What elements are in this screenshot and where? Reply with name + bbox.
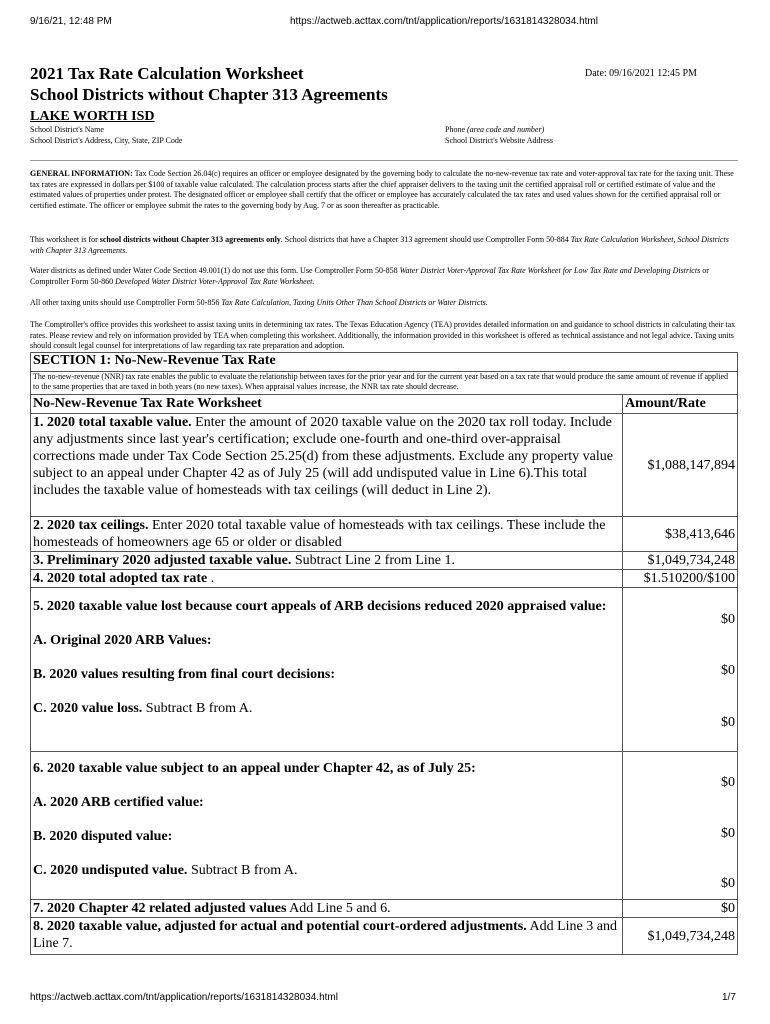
column-header-row (31, 395, 738, 414)
section-description: The no-new-revenue (NNR) tax rate enables the public to evaluate the relationship between taxes for the prior year and for the current year based on a tax rate that would produce the same amount of revenue if applied to the same properties that are taxed in both years (no new taxes). When appraisal values increase, the NNR tax rate should decrease. (33, 372, 729, 391)
table-row (31, 900, 738, 918)
general-information: GENERAL INFORMATION: Tax Code Section 26.04(c) requires an officer or employee designated by the governing body to calculate the no-new-revenue tax rate and voter-approval tax rate for the taxing unit. These tax rates are expressed in dollars per $100 of taxable value calculated. The calculation process starts after the chief appraiser delivers to the taxing unit the certified appraisal roll or certified estimate of value and the estimated values of properties under protest. The designated officer or employee shall certify that the officer or employee has accurately calculated the tax rates and used values shown for the certified appraisal roll or certified estimate. The officer or employee submit the rates to the governing body by Aug. 7 or as soon thereafter as practicable. (30, 169, 734, 210)
line-3-amount: $1,049,734,248 (623, 552, 738, 570)
line-6b-amount: $0 (721, 826, 735, 841)
table-row (31, 752, 738, 900)
line-3-text: 3. Preliminary 2020 adjusted taxable value. Subtract Line 2 from Line 1. (33, 553, 456, 568)
print-timestamp: 9/16/21, 12:48 PM (30, 16, 112, 27)
page-subtitle: School Districts without Chapter 313 Agreements (30, 85, 388, 104)
page-title: 2021 Tax Rate Calculation Worksheet (30, 64, 304, 83)
comptroller-note: The Comptroller's office provides this worksheet to assist taxing units in determining tax rates. The Texas Education Agency (TEA) provides detailed information on and guidance to school districts in calculating their tax rates. Please review and rely on information provided by TEA when completing this worksheet. Additionally, the information provided in this worksheet is offered as technical assistance and not legal advice. Taxing units should consult legal counsel for interpretations of law regarding tax rate preparation and adoption. (30, 320, 736, 350)
page-number: 1/7 (722, 992, 736, 1003)
line-5c-text: C. 2020 value loss. Subtract B from A. (33, 701, 253, 716)
district-name-label: School District's Name (30, 125, 104, 134)
table-row (31, 552, 738, 570)
line-7-text: 7. 2020 Chapter 42 related adjusted values Add Line 5 and 6. (33, 901, 391, 916)
nnr-worksheet-table (30, 352, 738, 955)
line-6c-amount: $0 (721, 876, 735, 891)
column-header-amount: Amount/Rate (625, 396, 706, 411)
water-district-note: Water districts as defined under Water Code Section 49.001(1) do not use this form. Use Comptroller Form 50-858 Water District Voter-Approval Tax Rate Worksheet for Low Tax Rate and Developing Districts or Comptroller Form 50-860 Developed Water District Voter-Approval Tax Rate Worksheet. (30, 266, 709, 286)
table-row (31, 414, 738, 517)
print-url-header: https://actweb.acttax.com/tnt/application/reports/1631814328034.html (290, 16, 598, 27)
column-header-worksheet: No-New-Revenue Tax Rate Worksheet (33, 396, 262, 411)
line-2-amount: $38,413,646 (623, 517, 738, 552)
table-row (31, 570, 738, 588)
website-label: School District's Website Address (445, 136, 553, 145)
line-8-amount: $1,049,734,248 (623, 918, 738, 955)
line-6b-text: B. 2020 disputed value: (33, 829, 173, 844)
line-4-text: 4. 2020 total adopted tax rate . (33, 571, 215, 586)
line-5-text: 5. 2020 taxable value lost because court appeals of ARB decisions reduced 2020 appraised value: (33, 599, 607, 614)
print-url-footer: https://actweb.acttax.com/tnt/application/reports/1631814328034.html (30, 992, 338, 1003)
line-5b-text: B. 2020 values resulting from final court decisions: (33, 667, 336, 682)
worksheet-scope-note: This worksheet is for school districts without Chapter 313 agreements only. School districts that have a Chapter 313 agreement should use Comptroller Form 50-884 Tax Rate Calculation Worksheet, School Districts with Chapter 313 Agreements. (30, 235, 729, 255)
line-6-amount: $0 (721, 775, 735, 790)
district-address-label: School District's Address, City, State, ZIP Code (30, 136, 183, 145)
report-date: Date: 09/16/2021 12:45 PM (585, 68, 697, 79)
line-6c-text: C. 2020 undisputed value. Subtract B from A. (33, 863, 298, 878)
line-6a-text: A. 2020 ARB certified value: (33, 795, 204, 810)
line-2-text: 2. 2020 tax ceilings. Enter 2020 total taxable value of homesteads with tax ceilings. These include the homesteads of homeowners age 65 or older or disabled (33, 518, 606, 550)
table-row (31, 588, 738, 752)
line-5c-amount: $0 (721, 715, 735, 730)
line-1-amount: $1,088,147,894 (623, 414, 738, 517)
line-5a-text: A. Original 2020 ARB Values: (33, 633, 212, 648)
table-row (31, 918, 738, 955)
district-name: LAKE WORTH ISD (30, 109, 155, 124)
line-4-amount: $1.510200/$100 (623, 570, 738, 588)
section-description-row (31, 372, 738, 395)
line-7-amount: $0 (623, 900, 738, 918)
divider (30, 160, 738, 161)
line-8-text: 8. 2020 taxable value, adjusted for actual and potential court-ordered adjustments. Add Line 3 and Line 7. (33, 919, 617, 951)
other-units-note: All other taxing units should use Comptroller Form 50-856 Tax Rate Calculation, Taxing Units Other Than School Districts or Water Districts. (30, 298, 488, 307)
section-header-row (31, 353, 738, 372)
line-5a-amount: $0 (721, 663, 735, 678)
phone-label: Phone (area code and number) (445, 125, 545, 134)
line-6-text: 6. 2020 taxable value subject to an appeal under Chapter 42, as of July 25: (33, 761, 476, 776)
table-row (31, 517, 738, 552)
section-title: SECTION 1: No-New-Revenue Tax Rate (33, 353, 276, 368)
line-5-amount: $0 (721, 612, 735, 627)
line-1-text: 1. 2020 total taxable value. Enter the amount of 2020 taxable value on the 2020 tax roll today. Include any adjustments since last year's certification; exclude one-fourth and one-third over-appraisal corrections made under Tax Code Section 25.25(d) from these adjustments. Exclude any property value subject to an appeal under Chapter 42 as of July 25 (will add undisputed value in Line 6).This total includes the taxable value of homesteads with tax ceilings (will deduct in Line 2). (33, 415, 613, 498)
